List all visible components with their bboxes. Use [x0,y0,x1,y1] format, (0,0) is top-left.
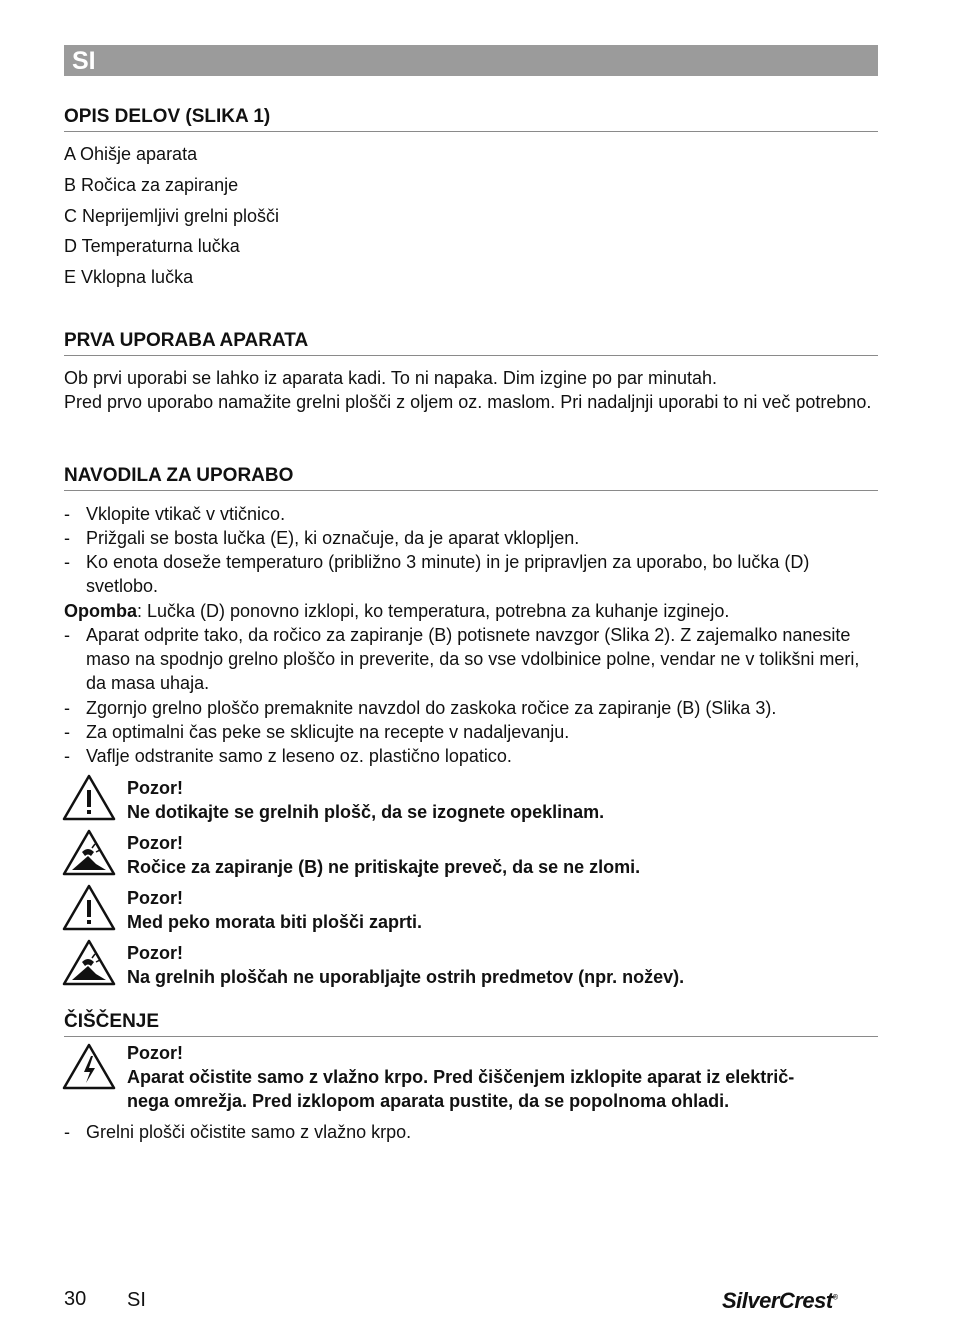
warning-block [127,1041,879,1113]
language-bar [64,45,878,76]
part-item: B Ročica za zapiranje [64,175,239,195]
warning-text: Med peko morata biti plošči zaprti. [127,912,423,932]
list-item: - Grelni plošči očistite samo z vlažno krpo. [64,1122,412,1142]
crush-hazard-warning-icon [62,938,116,986]
electric-shock-warning-icon [62,1042,116,1090]
exclamation-warning-icon [62,883,116,931]
brand-logo: SilverCrest® [722,1288,838,1313]
section-title-usage: NAVODILA ZA UPORABO [64,464,878,491]
footer-language: SI [127,1289,146,1311]
section-title-parts: OPIS DELOV (SLIKA 1) [64,105,878,132]
section-title-first-use: PRVA UPORABA APARATA [64,329,878,356]
warning-text: Aparat očistite samo z vlažno krpo. Pred čiščenjem izklopite aparat iz električ- [127,1067,795,1087]
part-item: D Temperaturna lučka [64,236,240,256]
list-item: - Ko enota doseže temperaturo (približno 3 minute) in je pripravljen za uporabo, bo lučka (D) svetlobo. [64,552,810,596]
exclamation-warning-icon [62,773,116,821]
warning-text: Ne dotikajte se grelnih plošč, da se izognete opeklinam. [127,802,605,822]
list-item: - Vaflje odstranite samo z leseno oz. plastično lopatico. [64,746,512,766]
warning-label: Pozor! [127,943,183,963]
warning-block [127,776,879,824]
warning-text: nega omrežja. Pred izklopom aparata pustite, da se popolnoma ohladi. [127,1091,730,1111]
warning-label: Pozor! [127,888,183,908]
warning-label: Pozor! [127,833,183,853]
part-item: E Vklopna lučka [64,267,194,287]
list-item: - Zgornjo grelno ploščo premaknite navzdol do zaskoka ročice za zapiranje (B) (Slika 3). [64,698,777,718]
first-use-paragraph-1: Ob prvi uporabi se lahko iz aparata kadi. To ni napaka. Dim izgine po par minutah. [64,368,718,388]
note-label: Opomba [64,601,138,621]
section-title-cleaning: ČIŠČENJE [64,1010,878,1037]
note-text: : Lučka (D) ponovno izklopi, ko temperatura, potrebna za kuhanje izginejo. [137,601,730,621]
list-item: - Za optimalni čas peke se sklicujte na recepte v nadaljevanju. [64,722,570,742]
part-item: C Neprijemljivi grelni plošči [64,206,280,226]
usage-note [64,599,878,623]
page-number: 30 [64,1288,87,1310]
warning-block [127,886,879,934]
crush-hazard-warning-icon [62,828,116,876]
warning-text: Ročice za zapiranje (B) ne pritiskajte preveč, da se ne zlomi. [127,857,641,877]
list-item: - Prižgali se bosta lučka (E), ki označuje, da je aparat vklopljen. [64,528,580,548]
first-use-paragraph-2: Pred prvo uporabo namažite grelni plošči z oljem oz. maslom. Pri nadaljnji uporabi to ni več potrebno. [64,392,872,412]
warning-block [127,831,879,879]
part-item: A Ohišje aparata [64,144,198,164]
warning-block [127,941,879,989]
warning-label: Pozor! [127,778,183,798]
warning-label: Pozor! [127,1043,183,1063]
language-label: SI [72,47,96,75]
list-item: - Vklopite vtikač v vtičnico. [64,504,286,524]
list-item: - Aparat odprite tako, da ročico za zapiranje (B) potisnete navzgor (Slika 2). Z zajemalko nanesite maso na spodnjo grelno ploščo in preverite, da so vse vdolbinice polne, vendar ne v tolikšni meri, da masa uhaja. [64,625,860,693]
warning-text: Na grelnih ploščah ne uporabljajte ostrih predmetov (npr. nožev). [127,967,685,987]
